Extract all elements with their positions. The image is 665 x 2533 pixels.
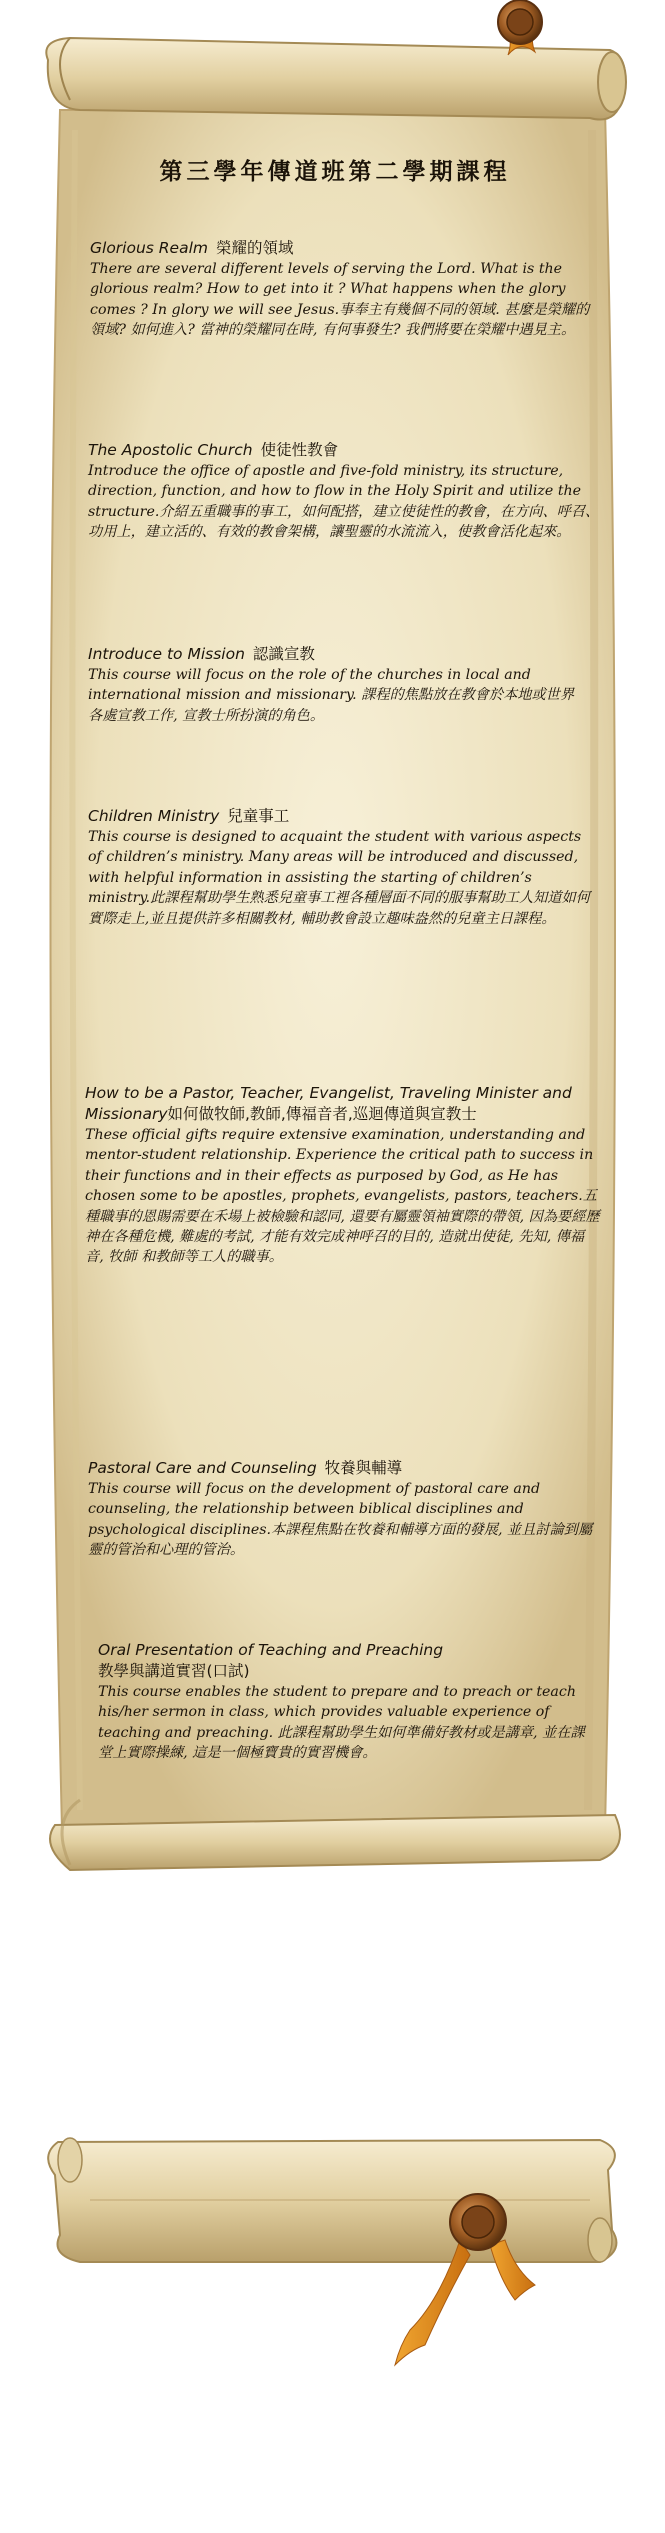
- course-title: Introduce to Mission 認識宣教: [88, 645, 315, 663]
- course-description: There are several different levels of serving the Lord. What is the glorious realm? How to get into it ? What happens when the glory comes ? In glory we will see Jesus.事奉主有幾個不同的領域. 甚麼是榮耀的領域? 如何進入? 當神的榮耀同在時, 有何事發生? 我們將要在榮耀中遇見主。: [90, 261, 590, 339]
- page-title: 第三學年傳道班第二學期課程: [159, 158, 511, 185]
- course-introduce-to-mission: [88, 644, 588, 726]
- course-title: Glorious Realm 榮耀的領域: [90, 239, 294, 257]
- course-description: This course enables the student to prepare and to preach or teach his/her sermon in class, which provides valuable experience of teaching and preaching. 此課程幫助學生如何準備好教材或是講章, 並在課堂上實際操練, 這是一個極寶貴的實習機會。: [98, 1684, 585, 1762]
- course-title: How to be a Pastor, Teacher, Evangelist, Traveling Minister and Missionary如何做牧師,教師,傳福音者,巡迴傳道與宣教士: [85, 1084, 572, 1123]
- bottom-scroll: [48, 2138, 616, 2262]
- course-description: This course will focus on the development of pastoral care and counseling, the relationship between biblical disciplines and psychological disciplines.本課程焦點在牧養和輔導方面的發展, 並且討論到屬靈的管治和心理的管治。: [88, 1481, 593, 1559]
- parchment-body: [50, 110, 615, 1830]
- top-roll: [46, 38, 626, 120]
- course-title: Oral Presentation of Teaching and Preaching 教學與講道實習(口試): [98, 1641, 444, 1680]
- course-description: These official gifts require extensive examination, understanding and mentor-student relationship. Experience the critical path to success in their functions and in their effects as purposed by God, as He has chosen some to be apostles, prophets, evangelists, pastors, teachers.五種職事的恩賜需要在禾場上被檢驗和認同, 還要有屬靈領袖實際的帶領, 因為要經歷神在各種危機, 難處的考試, 才能有效完成神呼召的目的, 造就出使徒, 先知, 傳福音, 牧師 和教師等工人的職事。: [85, 1127, 600, 1266]
- course-description: This course is designed to acquaint the student with various aspects of children’s ministry. Many areas will be introduced and discussed, with helpful information in assisting the starting of children’s ministry.此課程幫助學生熟悉兒童事工裡各種層面不同的服事幫助工人知道如何實際走上,並且提供許多相關教材, 輔助教會設立趣味盎然的兒童主日課程。: [88, 829, 590, 927]
- course-pastoral-care: [88, 1458, 600, 1561]
- course-title: The Apostolic Church 使徒性教會: [88, 441, 339, 459]
- course-description: Introduce the office of apostle and five-fold ministry, its structure, direction, function, and how to flow in the Holy Spirit and utilize the structure.介紹五重職事的事工，如何配搭，建立使徒性的教會，在方向、呼召、功用上，建立活的、有效的教會架構，讓聖靈的水流流入，使教會活化起來。: [88, 463, 600, 541]
- course-children-ministry: [88, 806, 598, 929]
- course-apostolic-church: [88, 440, 603, 543]
- course-description: This course will focus on the role of the churches in local and international mission and missionary. 課程的焦點放在教會於本地或世界各處宣教工作, 宣教士所扮演的角色。: [88, 667, 575, 724]
- course-title: Pastoral Care and Counseling 牧養與輔導: [88, 1459, 403, 1477]
- course-glorious-realm: [90, 238, 600, 341]
- course-title: Children Ministry 兒童事工: [88, 807, 290, 825]
- course-oral-presentation: [98, 1640, 588, 1764]
- course-pastor-teacher-evangelist: [85, 1083, 600, 1268]
